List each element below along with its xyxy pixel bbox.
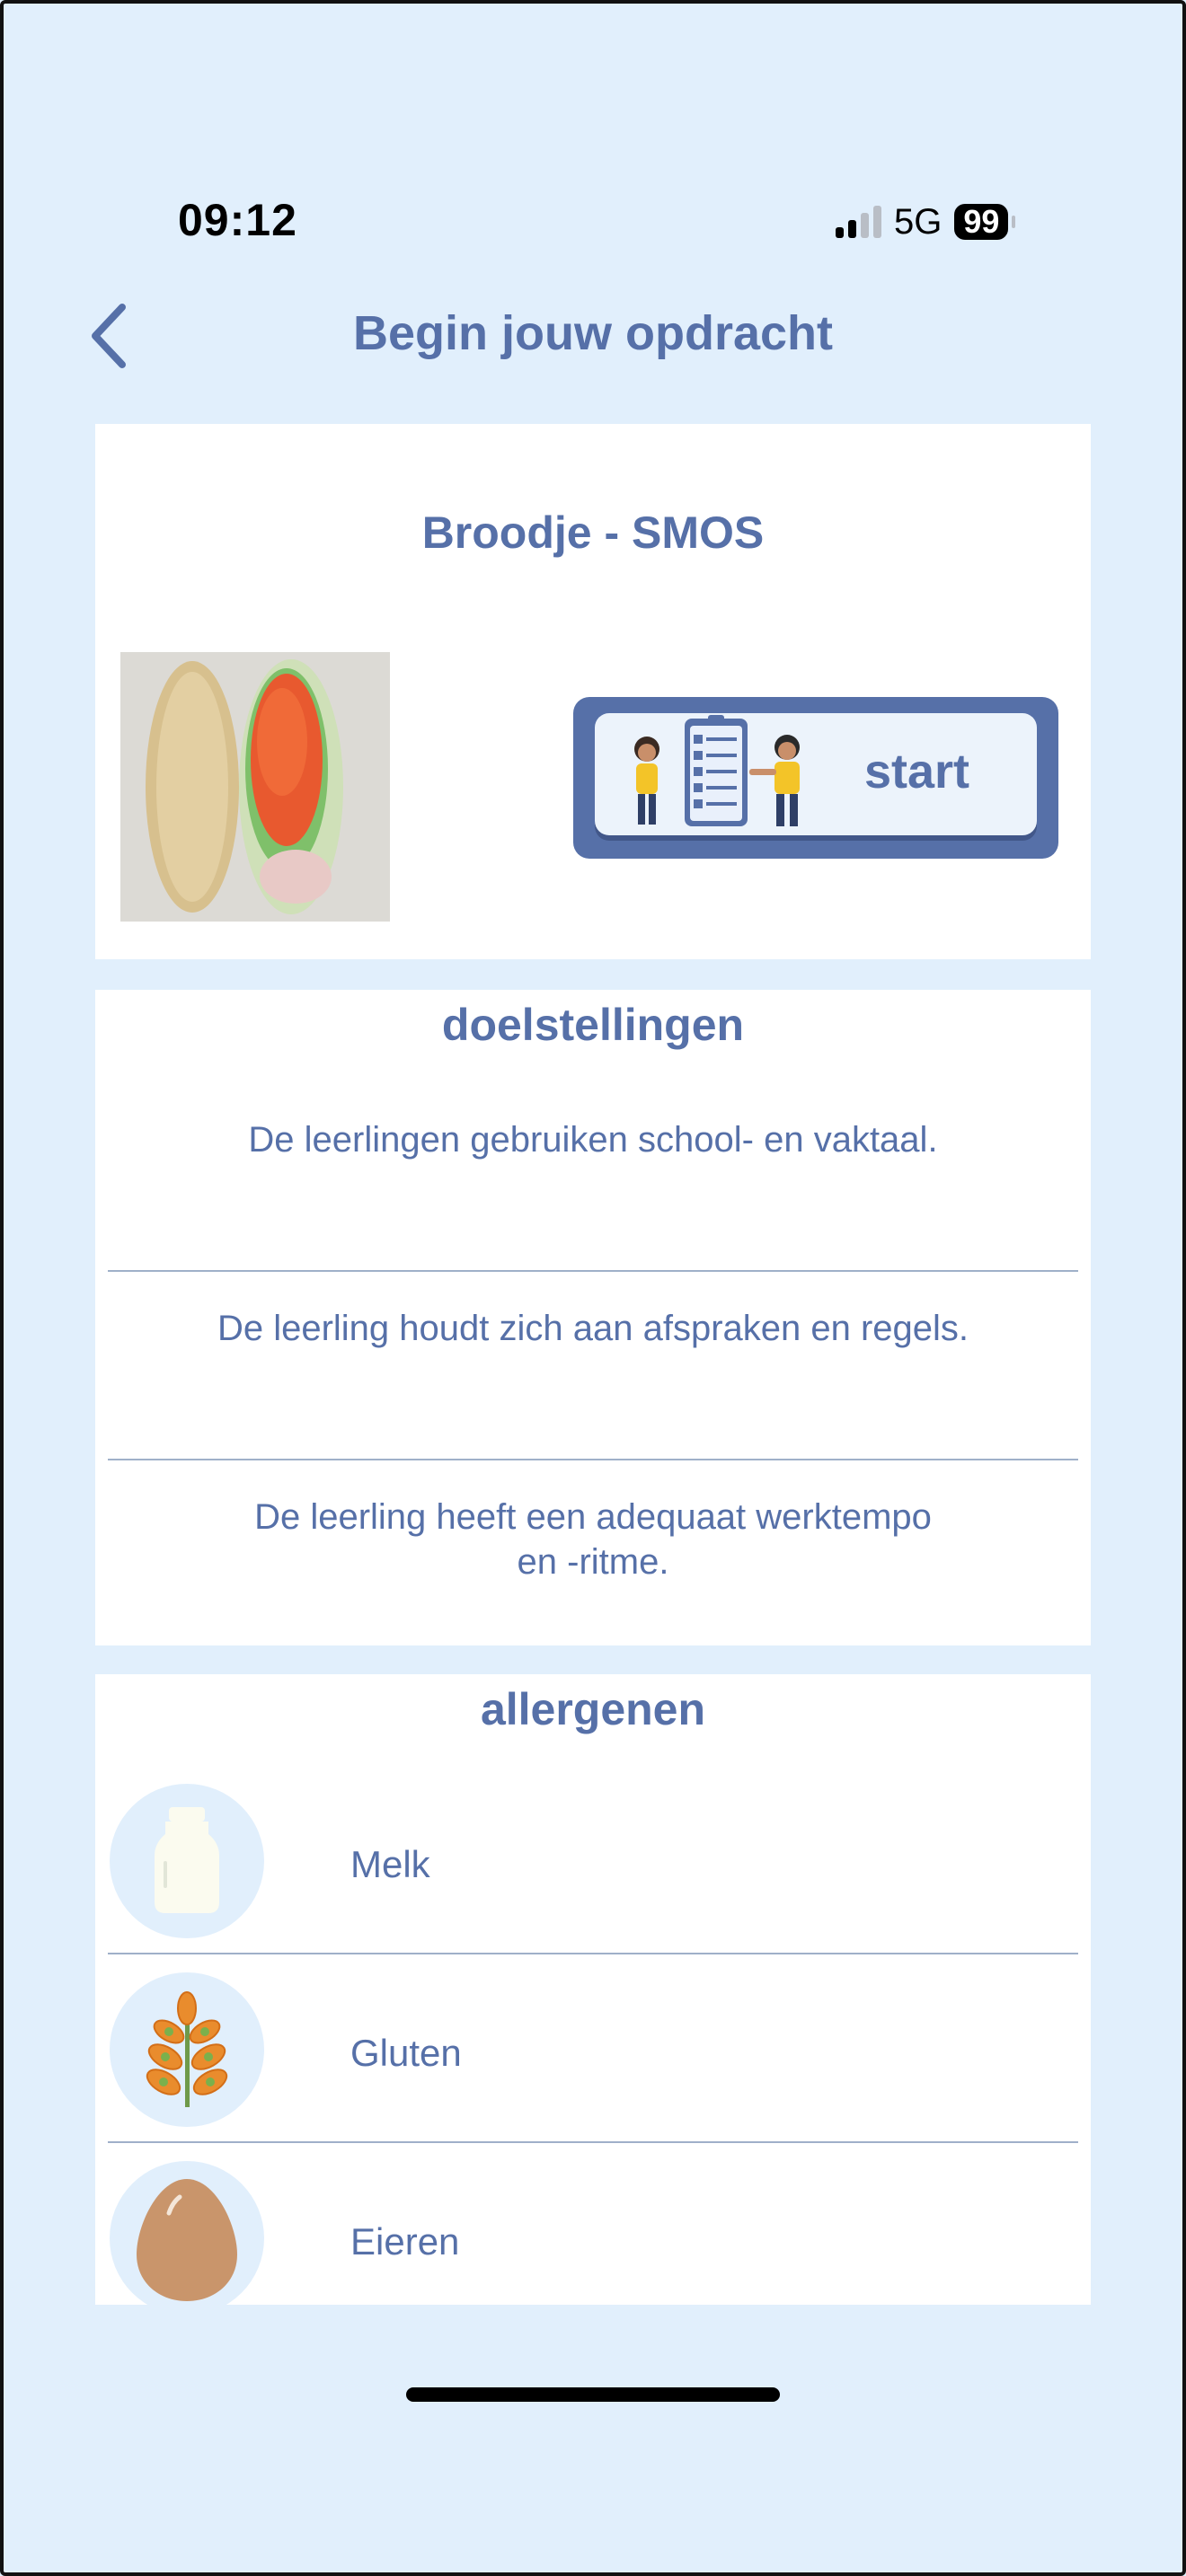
goals-card <box>95 990 1091 1645</box>
cellular-signal-icon <box>836 206 881 238</box>
recipe-title: Broodje - SMOS <box>421 507 765 558</box>
goal-item: De leerlingen gebruiken school- en vaktaal. <box>248 1120 938 1160</box>
egg-icon <box>110 2161 264 2305</box>
allergen-label: Gluten <box>350 2032 462 2074</box>
divider <box>108 1953 1078 1954</box>
allergens-card <box>95 1674 1091 2305</box>
battery-icon: 99 <box>954 204 1008 240</box>
start-label: start <box>864 745 970 798</box>
goal-item: De leerling houdt zich aan afspraken en regels. <box>217 1309 969 1348</box>
divider <box>108 1459 1078 1460</box>
sandwich-photo <box>120 652 390 922</box>
recipe-card <box>95 424 1091 959</box>
status-indicators <box>836 199 1015 244</box>
students-checklist-icon <box>615 713 821 839</box>
wheat-icon <box>110 1972 264 2127</box>
milk-bottle-icon <box>110 1784 264 1938</box>
allergens-heading: allergenen <box>480 1684 706 1734</box>
page-title: Begin jouw opdracht <box>353 306 833 360</box>
start-button-face <box>595 713 1037 835</box>
start-button[interactable] <box>573 697 1058 859</box>
goals-heading: doelstellingen <box>441 1000 745 1050</box>
goal-item: De leerling heeft een adequaat werktempo en -ritme. <box>254 1497 932 1582</box>
home-indicator[interactable] <box>406 2387 780 2402</box>
allergen-label: Melk <box>350 1843 430 1885</box>
network-type: 5G <box>894 201 943 242</box>
battery-tip <box>1012 216 1015 228</box>
status-time: 09:12 <box>178 195 297 245</box>
allergen-label: Eieren <box>350 2220 460 2263</box>
divider <box>108 2141 1078 2143</box>
divider <box>108 1270 1078 1272</box>
